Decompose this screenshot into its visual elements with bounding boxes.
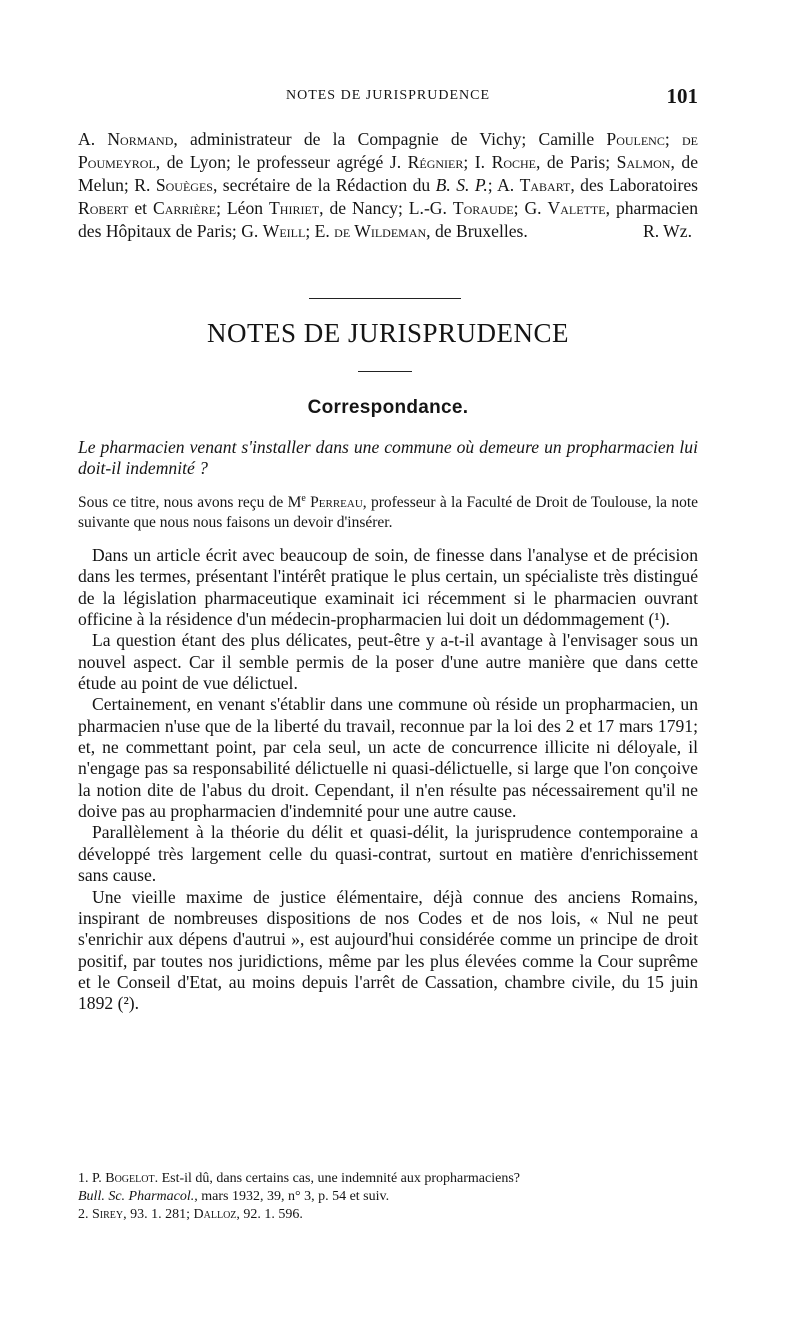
author-name: Poulenc [606,129,665,149]
section-title: NOTES DE JURISPRUDENCE [206,318,570,348]
signature: R. Wz. [642,221,692,241]
footnote-ref: (²). [113,993,139,1014]
section-divider-bottom [358,371,412,372]
author-name: Roche [491,152,536,172]
page-number: 101 [666,84,698,108]
body-paragraph: Une vieille maxime de justice élémentaire, déjà connue des anciens Romains, inspirant de nombreuses dispositions de nos Codes et de nos lois, « Nul ne peut s'enrichir aux dépens d'autrui », est aujourd'hui considérée comme un principe de droit positif, par toutes nos juridictions, même par les plus élevées comme la Cour suprême et le Conseil d'Etat, au moins depuis l'arrêt de Cassation, chambre civile, du 15 juin 1892 (²). [78,886,698,1014]
editor-note [78,489,698,533]
running-head [78,84,698,110]
author-name: Tabart [519,175,571,195]
author-name: Robert [78,198,129,218]
author-name: Thiriet [269,198,320,218]
journal-title: Bull. Sc. Pharmacol. [78,1189,195,1204]
contributors-paragraph [78,128,698,243]
journal-abbreviation: B. S. P. [435,175,488,195]
article-body [78,545,698,1015]
title-superscript: e [301,493,306,504]
author-name: Valette [547,198,606,218]
question-text: Le pharmacien venant s'installer dans une commune où demeure un propharmacien lui doit-il indemnité ? [78,437,698,478]
author-name: Weill [262,221,306,241]
footnote-ref: (¹). [644,609,670,630]
author-name: Sirey [92,1207,124,1222]
author-name: Régnier [407,152,464,172]
author-name: Carrière [152,198,217,218]
running-head-title: NOTES DE JURISPRUDENCE [285,88,490,103]
author-name: de Wildeman [334,221,427,241]
author-name: Perreau [305,494,363,512]
footnote-2: 2. Sirey, 93. 1. 281; Dalloz, 92. 1. 596. [78,1207,303,1222]
author-name: Salmon [616,152,671,172]
body-paragraph: Dans un article écrit avec beaucoup de soin, de finesse dans l'analyse et de précision dans les termes, présentant l'intérêt pratique le plus certain, un spécialiste très distingué de la législation pharmaceutique examinait ici récemment si le pharmacien ouvrant officine à la résidence d'un médecin-propharmacien lui doit un dédommagement (¹). [78,545,698,630]
body-paragraph: Parallèlement à la théorie du délit et quasi-délit, la jurisprudence contemporaine a développé très largement celle du quasi-contrat, surtout en matière d'enrichissement sans cause. [78,822,698,886]
author-name: Normand [107,129,174,149]
body-paragraph: La question étant des plus délicates, peut-être y a-t-il avantage à l'envisager sous un nouvel aspect. Car il semble permis de la poser d'une autre manière que dans cette étude au point de vue délictuel. [78,630,698,694]
author-name: Toraude [452,198,514,218]
section-divider-top [309,298,461,299]
subsection-title: Correspondance. [307,397,469,418]
author-name: Souèges [155,175,213,195]
author-name: Dalloz [193,1207,237,1222]
footnote-1: 1. P. Bogelot. Est-il dû, dans certains cas, une indemnité aux propharmaciens? Bull. Sc. Pharmacol., mars 1932, 39, n° 3, p. 54 et suiv. [78,1171,520,1204]
author-name: de Poumeyrol [78,129,698,172]
footnotes [78,1170,698,1224]
author-name: Bogelot [105,1171,155,1186]
question-heading [78,437,698,479]
contributors-text: A. Normand, administrateur de la Compagnie de Vichy; Camille Poulenc; de Poumeyrol, de Lyon; le professeur agrégé J. Régnier; I. Roche, de Paris; Salmon, de Melun; R. Souèges, secrétaire de la Rédaction du B. S. P.; A. Tabart, des Laboratoires Robert et Carrière; Léon Thiriet, de Nancy; L.-G. Toraude; G. Valette, pharmacien des Hôpitaux de Paris; G. Weill; E. de Wildeman, de Bruxelles. R. Wz. [78,129,699,241]
editor-note-text: Sous ce titre, nous avons reçu de Me Perreau, professeur à la Faculté de Droit de Toulouse, la note suivante que nous nous faisons un devoir d'insérer. [78,493,699,532]
body-paragraph: Certainement, en venant s'établir dans une commune où réside un propharmacien, un pharmacien n'use que de la liberté du travail, reconnue par la loi des 2 et 17 mars 1791; et, ne commettant point, par cela seul, un acte de concurrence illicite ni déloyale, il n'engage pas sa responsabilité délictuelle ni quasi-délictuelle, si large que l'on conçoive la notion dite de l'abus du droit. Cependant, il n'en résulte pas nécessairement qu'il ne doive pas au propharmacien d'indemnité pour une autre cause. [78,694,698,822]
